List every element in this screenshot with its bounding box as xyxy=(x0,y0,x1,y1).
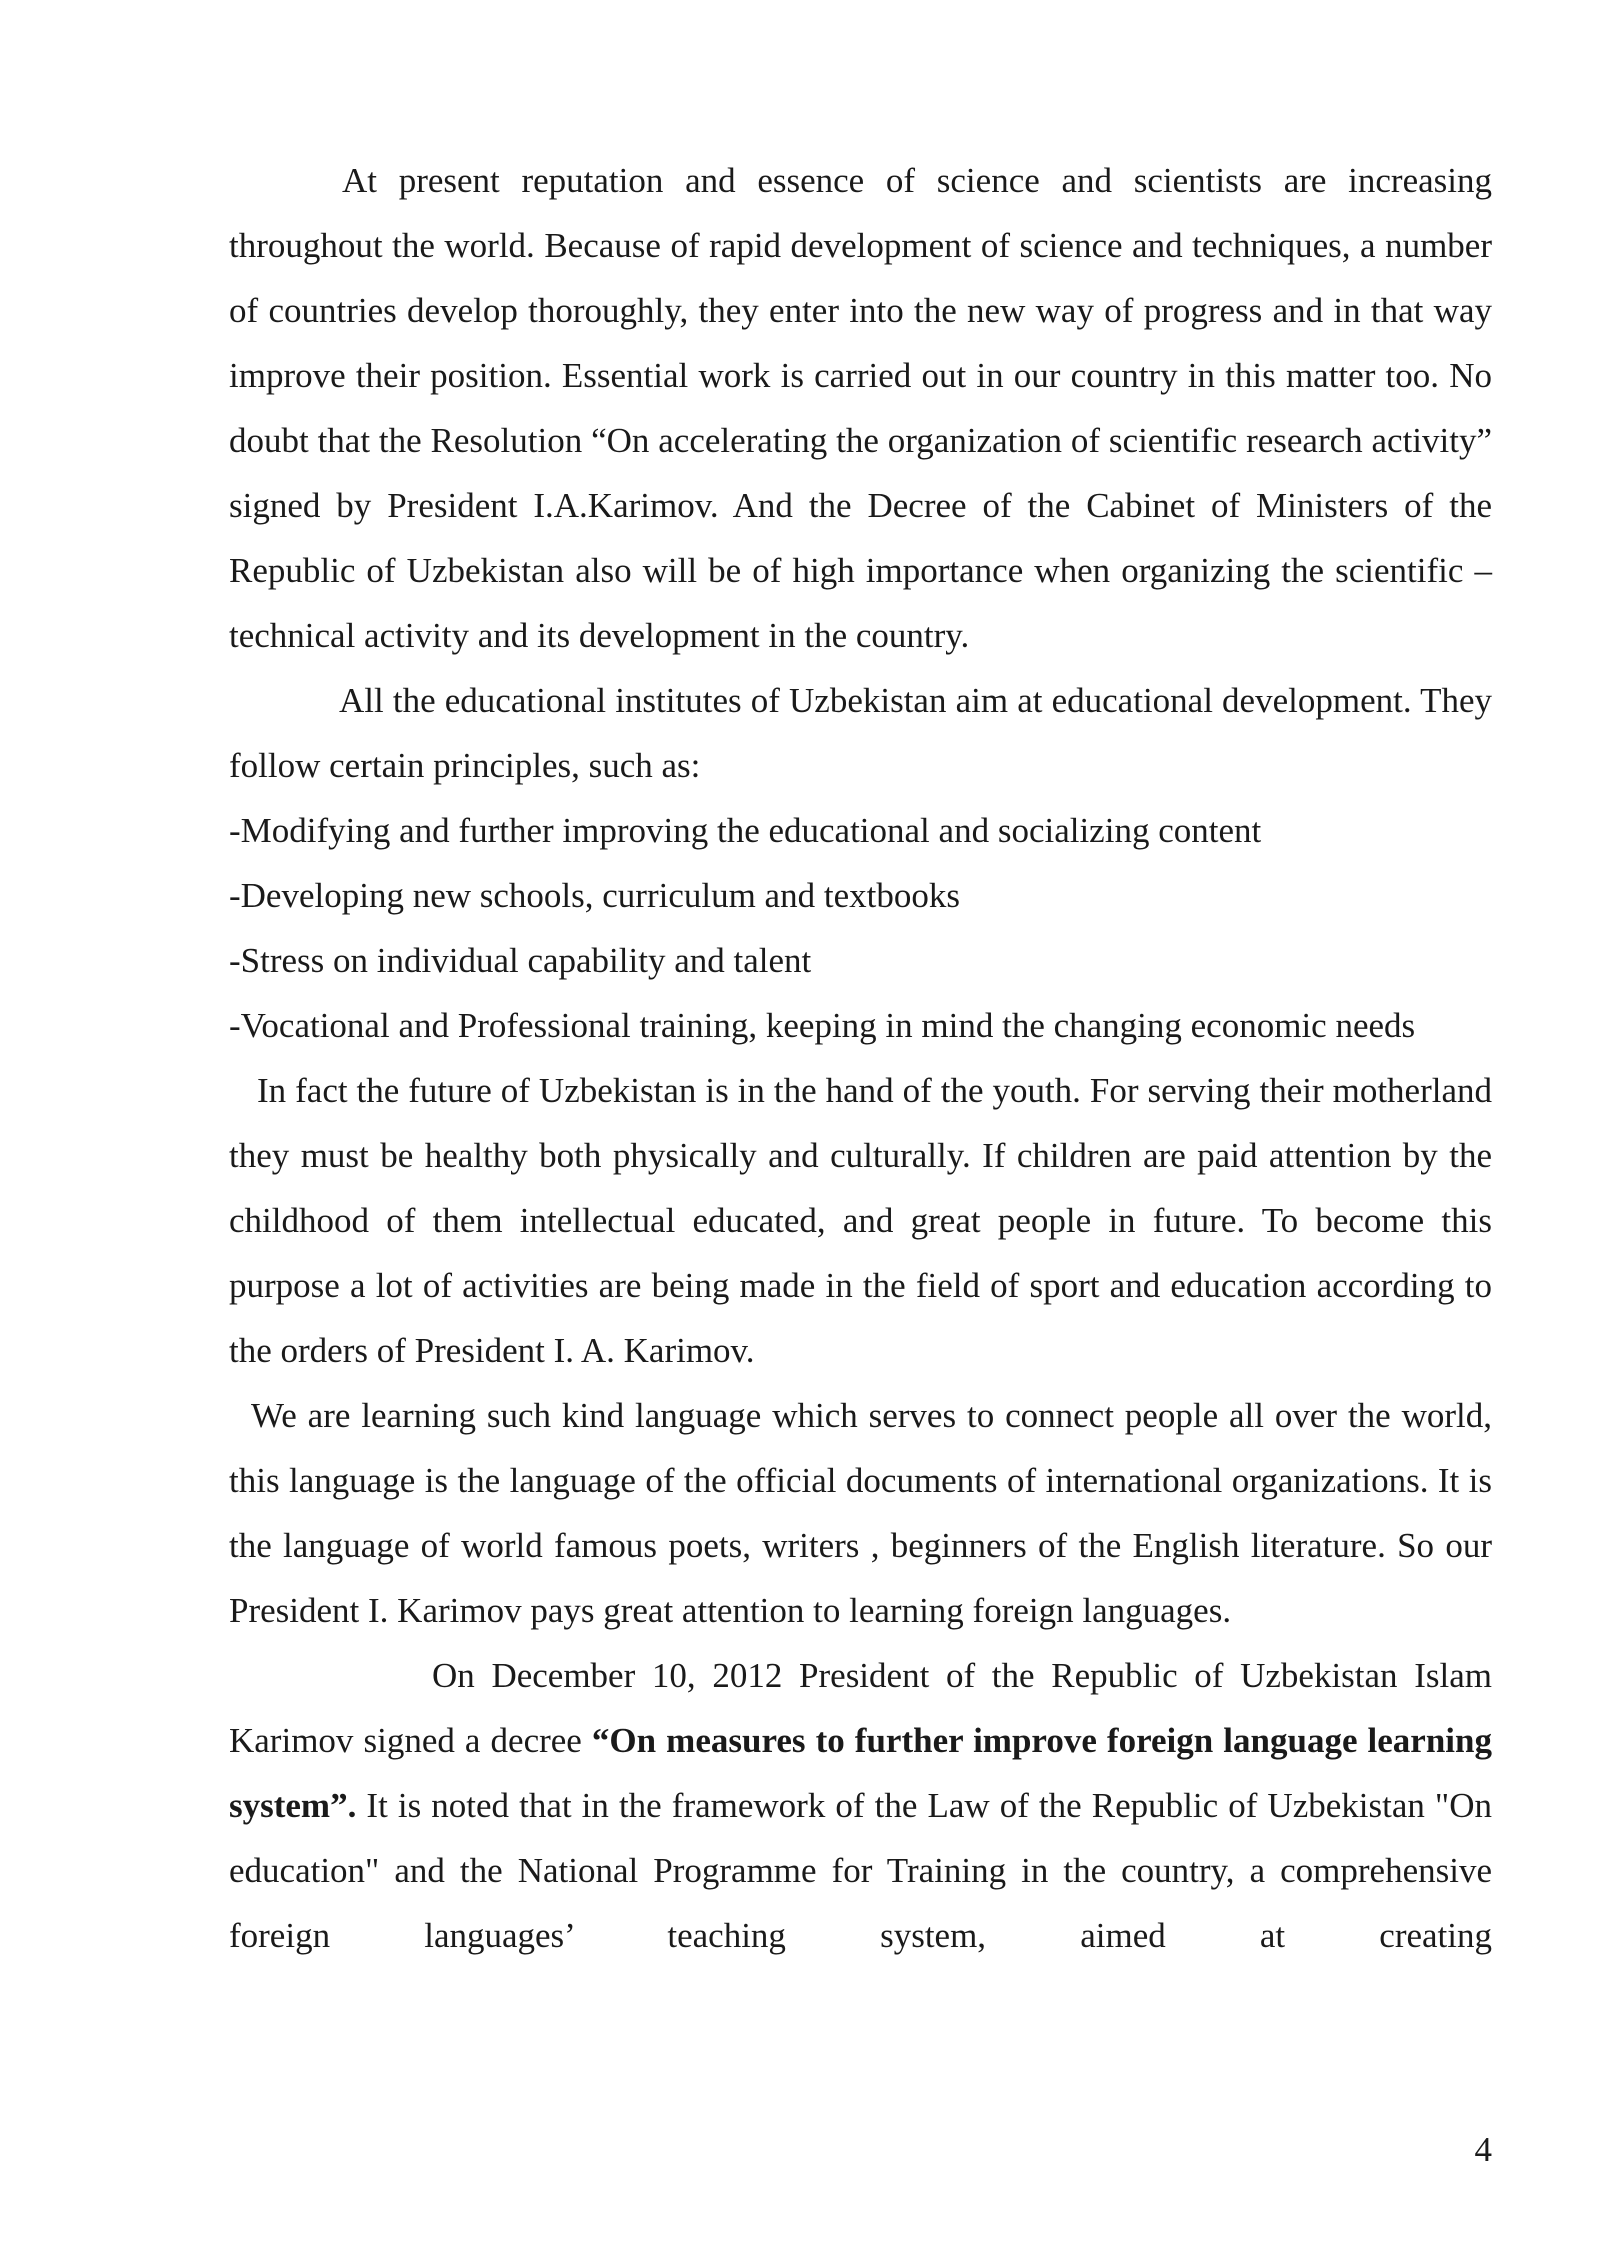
decree-tail-text: It is noted that in the framework of the Law of the Republic of Uzbekistan "On education" and the National Programme for Training in the country, a comprehensive foreign languages’ teaching system, aimed at creating xyxy=(229,1786,1492,1955)
paragraph-science-reputation: At present reputation and essence of science and scientists are increasing throughout the world. Because of rapid development of science and techniques, a number of countries develop thoroughly, they enter into the new way of progress and in that way improve their position. Essential work is carried out in our country in this matter too. No doubt that the Resolution “On accelerating the organization of scientific research activity” signed by President I.A.Karimov. And the Decree of the Cabinet of Ministers of the Republic of Uzbekistan also will be of high importance when organizing the scientific – technical activity and its development in the country. xyxy=(229,161,1492,655)
paragraph-decree xyxy=(229,1643,1492,1968)
list-item: -Stress on individual capability and talent xyxy=(229,941,812,980)
paragraph-language-learning: We are learning such kind language which serves to connect people all over the world, this language is the language of the official documents of international organizations. It is the language of world famous poets, writers , beginners of the English literature. So our President I. Karimov pays great attention to learning foreign languages. xyxy=(229,1396,1492,1630)
list-item: -Modifying and further improving the educational and socializing content xyxy=(229,811,1262,850)
decree-title: “On measures to further improve foreign language learning system”. xyxy=(229,1721,1492,1825)
page-number: 4 xyxy=(1474,2130,1492,2169)
paragraph-future-youth: In fact the future of Uzbekistan is in the hand of the youth. For serving their motherland they must be healthy both physically and culturally. If children are paid attention by the childhood of them intellectual educated, and great people in future. To become this purpose a lot of activities are being made in the field of sport and education according to the orders of President I. A. Karimov. xyxy=(229,1071,1492,1370)
list-item: -Developing new schools, curriculum and textbooks xyxy=(229,876,960,915)
body-text xyxy=(229,148,1492,1968)
list-item: -Vocational and Professional training, keeping in mind the changing economic needs xyxy=(229,1006,1416,1045)
paragraph-educational-institutes: All the educational institutes of Uzbekistan aim at educational development. They follow certain principles, such as: xyxy=(229,681,1492,785)
decree-lead-text: On December 10, 2012 President of the Republic of Uzbekistan Islam Karimov signed a decree xyxy=(229,1656,1492,1760)
